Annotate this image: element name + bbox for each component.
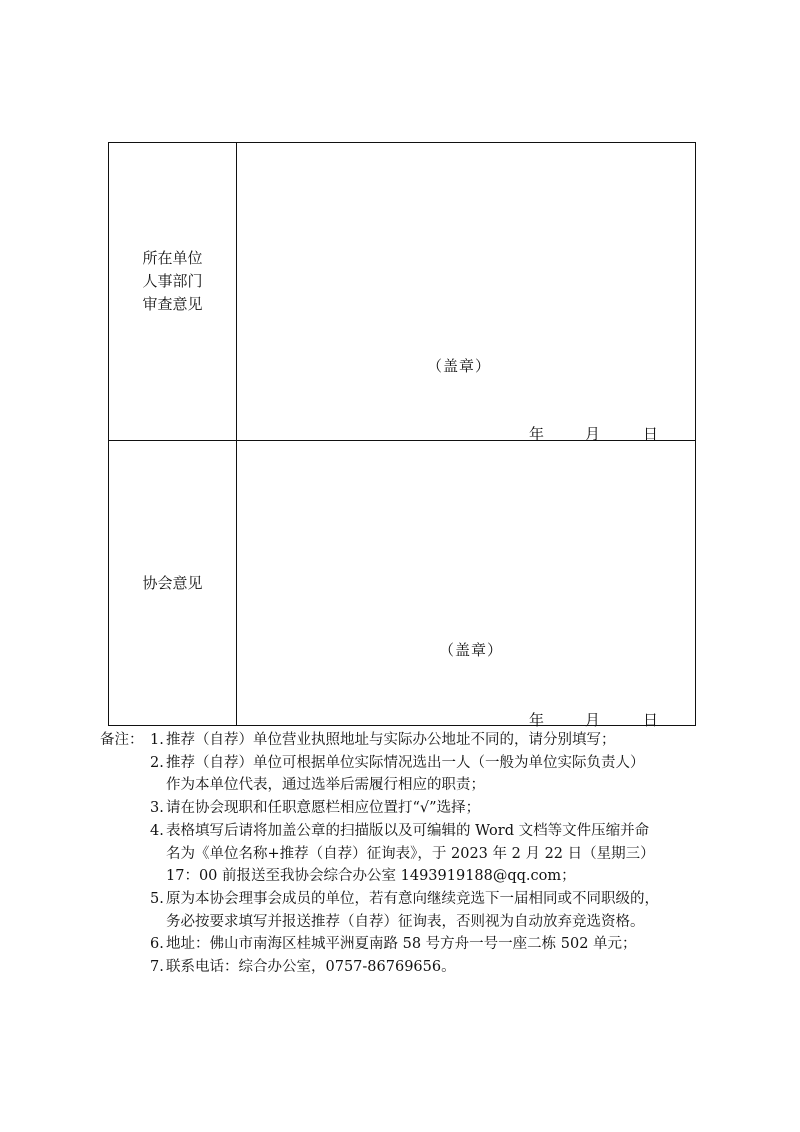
note-line: 联系电话：综合办公室，0757-86769656。 [166, 959, 456, 976]
note-number: 2. [150, 754, 164, 771]
row-label [109, 572, 236, 595]
date-year: 年 [529, 711, 545, 729]
row-label-line: 所在单位 [142, 249, 203, 267]
note-item [150, 933, 740, 956]
note-line: 作为本单位代表，通过选举后需履行相应的职责； [166, 777, 485, 794]
note-line: 表格填写后请将加盖公章的扫描版以及可编辑的 Word 文档等文件压缩并命 [166, 822, 650, 839]
opinion-table [108, 142, 696, 729]
row-label-line: 人事部门 [142, 272, 203, 290]
notes-list [100, 729, 740, 979]
row-label-line: 审查意见 [142, 295, 203, 313]
note-number: 1. [150, 732, 164, 748]
date-month: 月 [585, 425, 601, 443]
label-cell [109, 441, 237, 725]
table-row-unit-hr-opinion [109, 143, 695, 441]
row-label [109, 247, 236, 316]
note-line: 原为本协会理事会成员的单位，若有意向继续竞选下一届相同或不同职级的， [166, 890, 659, 907]
note-number: 7. [150, 959, 164, 976]
note-line: 务必按要求填写并报送推荐（自荐）征询表，否则视为自动放弃竞选资格。 [166, 913, 645, 930]
date-day: 日 [643, 711, 659, 729]
note-number: 5. [150, 890, 164, 907]
date-day: 日 [643, 425, 659, 443]
note-line: 17：00 前报送至我协会综合办公室 1493919188@qq.com； [166, 868, 576, 885]
note-line: 请在协会现职和任职意愿栏相应位置打“√”选择； [166, 800, 481, 817]
note-item [150, 752, 740, 797]
note-line: 推荐（自荐）单位营业执照地址与实际办公地址不同的，请分别填写； [166, 732, 616, 748]
label-cell [109, 143, 237, 440]
date-year: 年 [529, 425, 545, 443]
note-number: 4. [150, 822, 164, 839]
note-line: 地址：佛山市南海区桂城平洲夏南路 58 号方舟一号一座二栋 502 单元； [166, 936, 637, 953]
note-item [150, 820, 740, 888]
notes-section [100, 729, 740, 979]
note-number: 3. [150, 800, 164, 817]
note-item [150, 956, 740, 979]
note-number: 6. [150, 936, 164, 953]
note-item [150, 888, 740, 933]
note-item [150, 729, 740, 752]
seal-placeholder: （盖章） [439, 641, 504, 659]
row-label-line: 协会意见 [142, 574, 203, 592]
note-line: 推荐（自荐）单位可根据单位实际情况选出一人（一般为单位实际负责人） [166, 754, 645, 771]
note-line: 名为《单位名称+推荐（自荐）征询表》，于 2023 年 2 月 22 日（星期三） [166, 845, 655, 862]
table-row-association-opinion [109, 441, 695, 729]
notes-label: 备注： [100, 732, 144, 748]
seal-placeholder: （盖章） [427, 357, 492, 375]
date-month: 月 [585, 711, 601, 729]
note-item [150, 797, 740, 820]
